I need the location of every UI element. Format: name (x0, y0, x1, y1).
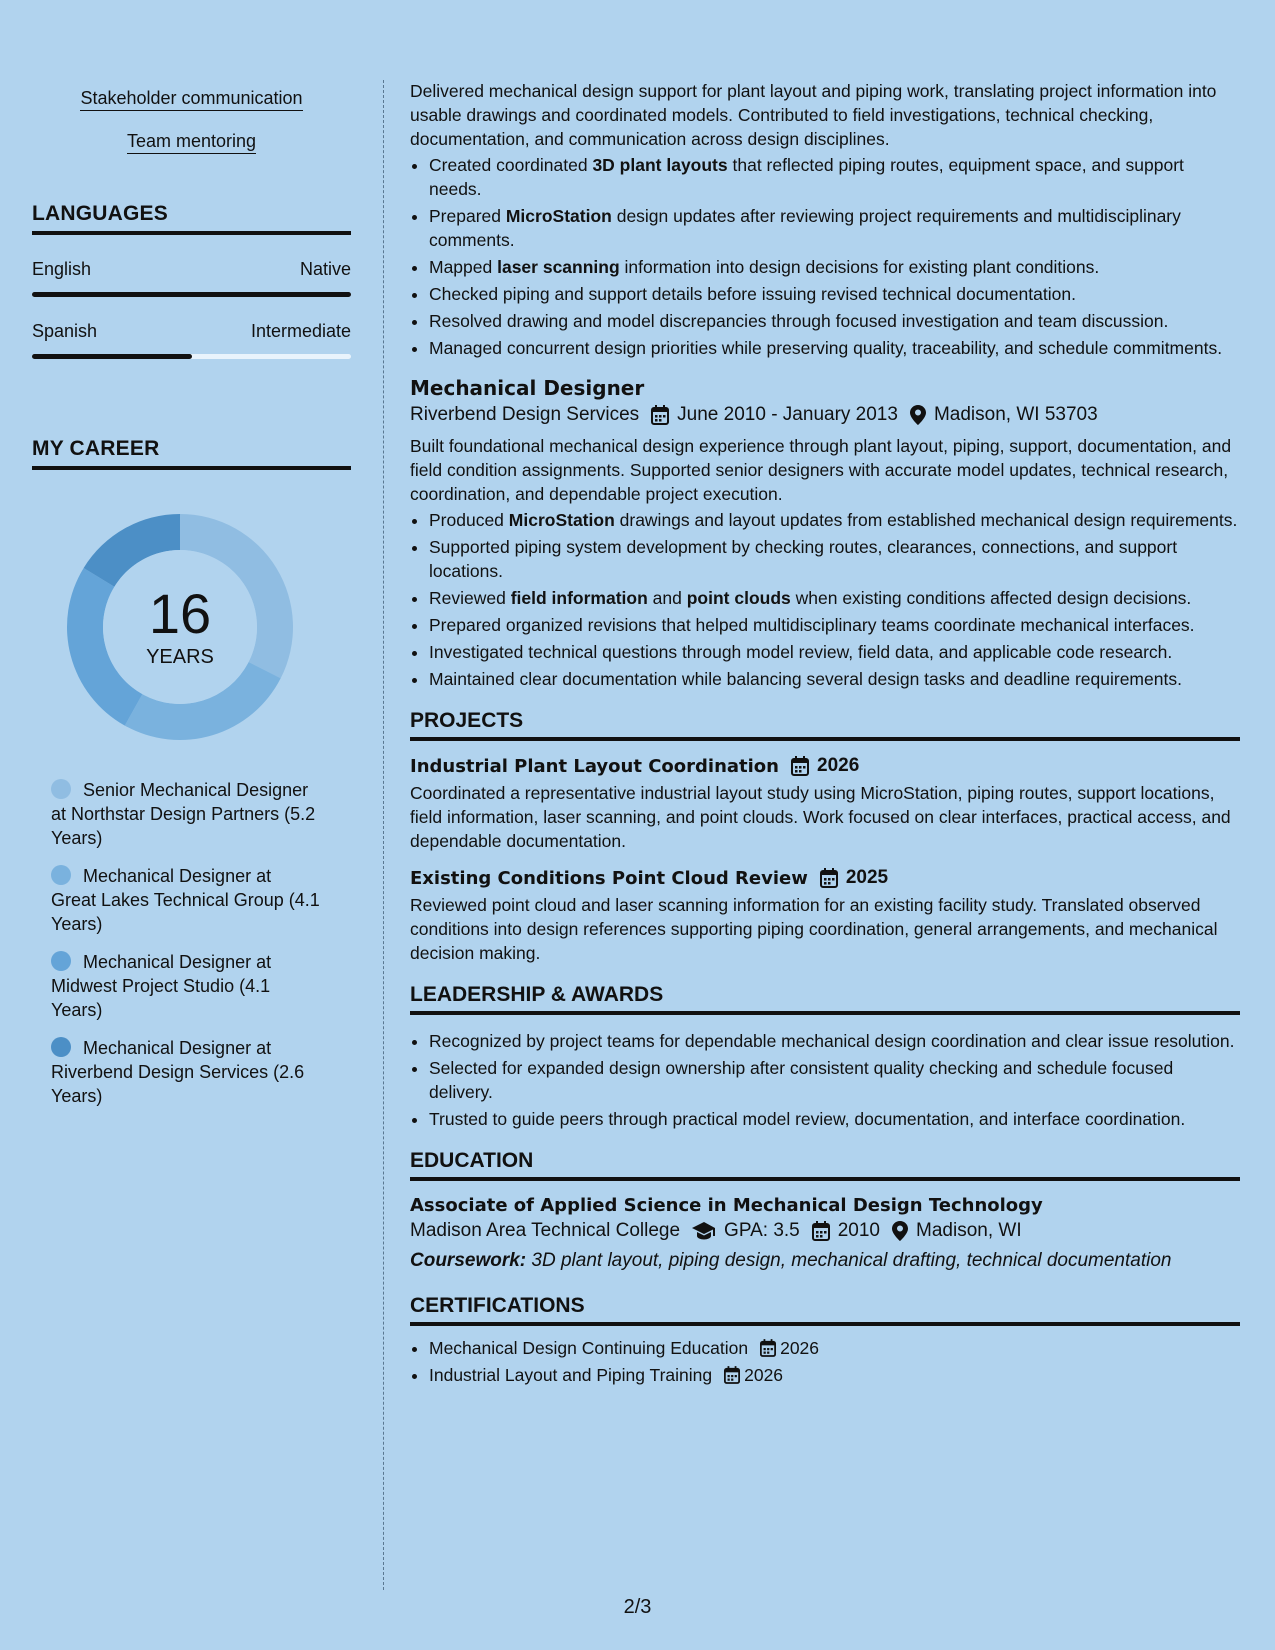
legend-dot-icon (51, 951, 71, 971)
skill-link[interactable]: Team mentoring (32, 131, 351, 152)
legend-dot-icon (51, 1037, 71, 1057)
certifications-list (410, 1336, 1240, 1387)
career-total-unit: YEARS (146, 645, 214, 668)
job-bullets (410, 153, 1240, 360)
language-level: Native (299, 259, 351, 279)
calendar-icon (791, 756, 809, 776)
project-item (410, 867, 1240, 965)
column-divider (383, 80, 384, 1590)
career-legend-item: Mechanical Designer at Great Lakes Technical Group (4.1 Years) (51, 866, 320, 934)
career-legend-item: Mechanical Designer at Riverbend Design Services (2.6 Years) (51, 1038, 305, 1106)
language-item (32, 321, 351, 359)
legend-dot-icon (51, 779, 71, 799)
certification-item: • Industrial Layout and Piping Training 2026 (429, 1363, 1240, 1387)
school-name: Madison Area Technical College (410, 1220, 681, 1241)
leadership-item: • Recognized by project teams for dependable mechanical design coordination and clear issue resolution. (429, 1029, 1240, 1053)
certification-item: • Mechanical Design Continuing Education 2026 (429, 1336, 1240, 1360)
job-summary: Delivered mechanical design support for plant layout and piping work, translating project information into usable drawings and coordinated models. Contributed to field investigations, technical checking, documentation, and communication across design disciplines. (410, 81, 1217, 149)
job-bullet: • Checked piping and support details before issuing revised technical documentation. (429, 282, 1240, 306)
graduation-year: 2010 (837, 1220, 881, 1241)
job-bullet: • Reviewed field information and point clouds when existing conditions affected design decisions. (429, 586, 1240, 610)
project-description: Coordinated a representative industrial layout study using MicroStation, piping routes, support locations, field information, laser scanning, and point clouds. Work focused on clear interfaces, practical access, and dependable documentation. (410, 783, 1231, 851)
job-bullet: • Investigated technical questions through model review, field data, and applicable code research. (429, 640, 1240, 664)
job-location: Madison, WI 53703 (933, 404, 1098, 425)
job-title: Mechanical Designer (410, 376, 645, 400)
job-meta (410, 404, 1240, 426)
language-bar (32, 292, 351, 297)
legend-dot-icon (51, 865, 71, 885)
project-description: Reviewed point cloud and laser scanning information for an existing facility study. Translated observed conditions into design references supporting piping coordination, general arrangements, and mechanical decision making. (410, 895, 1218, 963)
language-bar-fill (32, 292, 351, 297)
calendar-icon (820, 868, 838, 888)
language-bar (32, 354, 351, 359)
career-heading: MY CAREER (32, 437, 351, 470)
company-name: Riverbend Design Services (410, 404, 640, 425)
gpa: GPA: 3.5 (724, 1220, 800, 1241)
skill-link[interactable]: Stakeholder communication (32, 88, 351, 109)
coursework: Coursework: 3D plant layout, piping design, mechanical drafting, technical documentation (410, 1250, 1172, 1271)
project-title: Industrial Plant Layout Coordination (410, 755, 779, 777)
job-bullet: • Supported piping system development by checking routes, clearances, connections, and support locations. (429, 535, 1240, 583)
career-donut-chart (65, 512, 295, 742)
language-name: Spanish (32, 321, 98, 341)
job-bullet: • Managed concurrent design priorities while preserving quality, traceability, and schedule commitments. (429, 336, 1240, 360)
leadership-heading: LEADERSHIP & AWARDS (410, 983, 1240, 1015)
leadership-item: • Selected for expanded design ownership after consistent quality checking and schedule focused delivery. (429, 1056, 1240, 1104)
language-item (32, 259, 351, 297)
job-summary: Built foundational mechanical design experience through plant layout, piping, support, documentation, and field condition assignments. Supported senior designers with accurate model updates, technical research, coordination, and dependable project execution. (410, 436, 1232, 504)
job-dates: June 2010 - January 2013 (677, 404, 898, 425)
calendar-icon (760, 1339, 776, 1357)
projects-heading: PROJECTS (410, 709, 1240, 741)
career-legend (51, 778, 351, 1108)
job-bullet: • Prepared MicroStation design updates after reviewing project requirements and multidisciplinary comments. (429, 204, 1240, 252)
leadership-item: • Trusted to guide peers through practical model review, documentation, and interface coordination. (429, 1107, 1240, 1131)
career-total-years: 16 (148, 581, 212, 645)
calendar-icon (812, 1221, 830, 1241)
languages-heading: LANGUAGES (32, 202, 351, 235)
school-location: Madison, WI (916, 1220, 1022, 1241)
job-bullet: • Prepared organized revisions that helped multidisciplinary teams coordinate mechanical interfaces. (429, 613, 1240, 637)
project-year: 2025 (845, 867, 889, 888)
project-item (410, 755, 1240, 853)
calendar-icon (651, 405, 669, 425)
job-bullet: • Created coordinated 3D plant layouts that reflected piping routes, equipment space, and support needs. (429, 153, 1240, 201)
job-bullet: • Produced MicroStation drawings and layout updates from established mechanical design requirements. (429, 508, 1240, 532)
calendar-icon (724, 1366, 740, 1384)
certifications-heading: CERTIFICATIONS (410, 1294, 1240, 1326)
graduation-cap-icon (692, 1222, 716, 1240)
education-meta (410, 1220, 1240, 1242)
map-pin-icon (910, 405, 926, 425)
education-heading: EDUCATION (410, 1149, 1240, 1181)
language-name: English (32, 259, 92, 279)
degree-title: Associate of Applied Science in Mechanical Design Technology (410, 1195, 1043, 1216)
language-level: Intermediate (250, 321, 351, 341)
language-bar-fill (32, 354, 192, 359)
main-content (410, 79, 1240, 1390)
career-legend-item: Mechanical Designer at Midwest Project Studio (4.1 Years) (51, 952, 272, 1020)
map-pin-icon (892, 1221, 908, 1241)
job-bullet: • Mapped laser scanning information into design decisions for existing plant conditions. (429, 255, 1240, 279)
page-number: 2/3 (623, 1596, 652, 1618)
job-bullet: • Maintained clear documentation while balancing several design tasks and deadline requirements. (429, 667, 1240, 691)
sidebar (32, 80, 351, 1122)
project-year: 2026 (817, 755, 860, 776)
project-title: Existing Conditions Point Cloud Review (410, 867, 808, 889)
job-bullet: • Resolved drawing and model discrepancies through focused investigation and team discussion. (429, 309, 1240, 333)
career-legend-item: Senior Mechanical Designer at Northstar Design Partners (5.2 Years) (51, 780, 316, 848)
leadership-list (410, 1029, 1240, 1131)
job-bullets (410, 508, 1240, 691)
